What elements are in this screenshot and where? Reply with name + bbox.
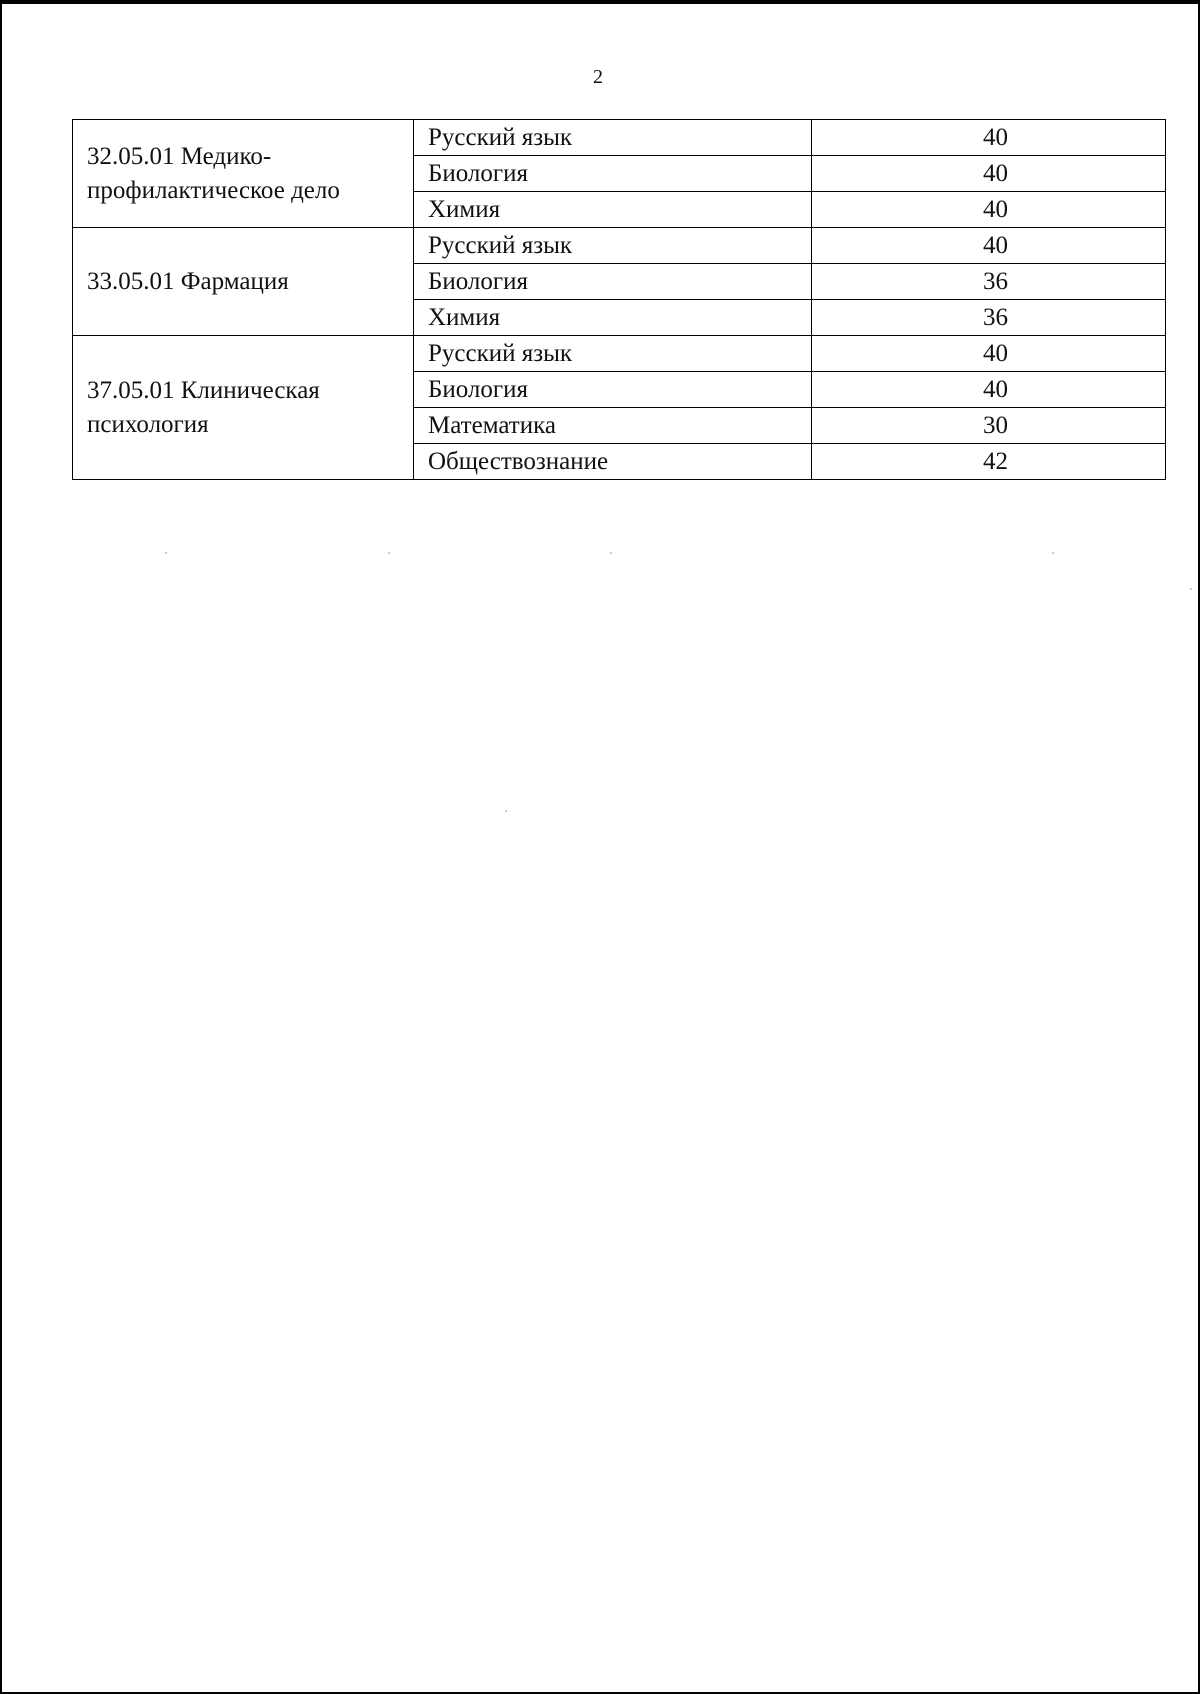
score-cell: 42	[812, 444, 1166, 480]
scan-speck	[165, 552, 167, 554]
table-row	[73, 228, 1166, 264]
score-cell: 36	[812, 300, 1166, 336]
subject-cell: Русский язык	[414, 228, 812, 264]
scan-border-left	[0, 0, 2, 1694]
subject-cell: Химия	[414, 300, 812, 336]
table-row	[73, 120, 1166, 156]
score-cell: 40	[812, 228, 1166, 264]
scan-speck	[1052, 552, 1054, 554]
min-scores-table	[72, 119, 1166, 480]
subject-cell: Обществознание	[414, 444, 812, 480]
score-cell: 40	[812, 120, 1166, 156]
subject-cell: Русский язык	[414, 336, 812, 372]
scan-speck	[1190, 588, 1192, 590]
score-cell: 30	[812, 408, 1166, 444]
subject-cell: Биология	[414, 372, 812, 408]
specialty-cell: 37.05.01 Клиническая психология	[73, 336, 414, 480]
subject-cell: Математика	[414, 408, 812, 444]
score-cell: 36	[812, 264, 1166, 300]
score-cell: 40	[812, 156, 1166, 192]
specialty-cell: 33.05.01 Фармация	[73, 228, 414, 336]
score-cell: 40	[812, 192, 1166, 228]
score-cell: 40	[812, 372, 1166, 408]
subject-cell: Русский язык	[414, 120, 812, 156]
subject-cell: Химия	[414, 192, 812, 228]
score-cell: 40	[812, 336, 1166, 372]
subject-cell: Биология	[414, 156, 812, 192]
scan-speck	[505, 810, 507, 812]
table-row	[73, 336, 1166, 372]
subject-cell: Биология	[414, 264, 812, 300]
scan-speck	[388, 552, 390, 554]
specialty-cell: 32.05.01 Медико-профилактическое дело	[73, 120, 414, 228]
scan-border-top	[0, 0, 1200, 4]
scan-speck	[610, 552, 612, 554]
page-number: 2	[593, 66, 603, 88]
